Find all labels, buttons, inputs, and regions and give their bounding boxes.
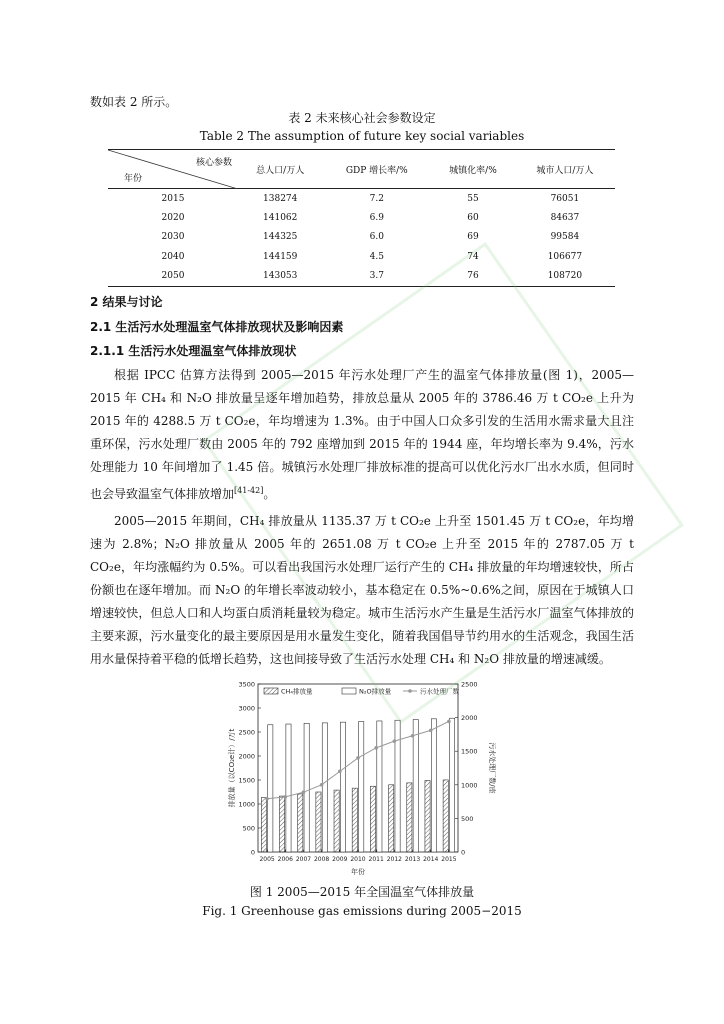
paragraph-1-text: 根据 IPCC 估算方法得到 2005—2015 年污水处理厂产生的温室气体排放量(图 1)，2005—2015 年 CH₄ 和 N₂O 排放量呈逐年增加趋势，排放总量从 2005 年的 3786.46 万 t CO₂e 上升为 2015 年的 4288.5 万 t CO₂e，年均增速为 1.3%。由于中国人口众多引发的生活用水需求量大且注重环保，污水处理厂数由 2005 年的 792 座增加到 2015 年的 1944 座，年均增长率为 9.4%，污水处理能力 10 年间增加了 1.45 倍。城镇污水处理厂排放标准的提高可以优化污水厂出水水质，但同时也会导致温室气体排放增加 <box>90 368 634 501</box>
x-tick-label: 2008 <box>313 856 330 863</box>
table-row <box>108 247 615 267</box>
ch4-bar <box>443 780 448 852</box>
table-row <box>108 189 615 209</box>
y2-axis-label: 污水处理厂数/座 <box>488 742 496 794</box>
table-cell: 144325 <box>263 232 298 243</box>
table-cell: 6.0 <box>369 232 384 243</box>
table-cell: 99584 <box>550 232 580 243</box>
n2o-bar <box>431 719 436 852</box>
table-cell: 74 <box>467 251 479 262</box>
y-axis-label: 排放量（以CO₂e计）/万t <box>228 728 236 808</box>
plants-point <box>320 783 324 787</box>
y-tick-label: 2000 <box>238 752 255 761</box>
x-tick-label: 2010 <box>350 856 366 863</box>
legend-swatch-n2o <box>342 688 356 694</box>
table-cell: 6.9 <box>369 212 384 223</box>
y2-tick-label: 1000 <box>461 781 478 790</box>
y-tick-label: 3000 <box>238 704 255 713</box>
x-tick-label: 2014 <box>423 856 439 863</box>
params-table <box>108 149 615 287</box>
column-header: 总人口/万人 <box>256 165 305 176</box>
table-cell: 2050 <box>161 271 185 281</box>
table-row <box>108 267 615 287</box>
emissions-chart <box>226 676 498 880</box>
table-caption-en: Table 2 The assumption of future key social variables <box>199 129 525 143</box>
n2o-bar <box>359 722 364 852</box>
x-tick-label: 2007 <box>295 856 312 863</box>
table-cell: 144159 <box>263 251 298 262</box>
table-cell: 60 <box>467 212 479 223</box>
table-cell: 7.2 <box>369 193 384 204</box>
table-cell: 141062 <box>263 212 298 223</box>
plants-point <box>411 734 415 738</box>
table-cell: 2020 <box>161 212 185 223</box>
n2o-bar <box>268 725 273 852</box>
table-cell: 108720 <box>547 271 583 281</box>
diagonal-header-cell <box>108 150 238 189</box>
ch4-bar <box>279 796 284 852</box>
citation: [41-42] <box>234 486 264 495</box>
column-header: GDP 增长率/% <box>345 165 408 176</box>
ch4-bar <box>370 786 375 852</box>
x-tick-label: 2011 <box>368 856 384 863</box>
corner-label-params: 核心参数 <box>195 158 232 168</box>
x-tick-label: 2009 <box>332 856 348 863</box>
plants-point <box>265 797 269 801</box>
plants-point <box>283 795 287 799</box>
y-tick-label: 3500 <box>238 680 255 689</box>
corner-label-year: 年份 <box>124 174 143 184</box>
table-cell: 3.7 <box>369 271 384 281</box>
x-tick-label: 2013 <box>404 856 421 863</box>
ch4-bar <box>261 798 266 852</box>
plants-point <box>374 746 378 750</box>
table-row <box>108 208 615 228</box>
table-cell: 55 <box>467 193 479 204</box>
ch4-bar <box>334 790 339 852</box>
table-cell: 2040 <box>161 251 185 262</box>
y-tick-label: 0 <box>250 848 255 857</box>
table-row <box>108 228 615 248</box>
paragraph-1 <box>90 364 634 506</box>
y2-tick-label: 2500 <box>461 680 478 689</box>
paragraph-2: 2005—2015 年期间，CH₄ 排放量从 1135.37 万 t CO₂e 上升至 1501.45 万 t CO₂e，年均增速为 2.8%；N₂O 排放量从 2005 年的 2651.08 万 t CO₂e 上升至 2015 年的 2787.05 万 t CO₂e，年均涨幅约为 0.5%。可以看出我国污水处理厂运行产生的 CH₄ 排放量的年均增速较快，所占份额也在逐年增加。而 N₂O 的年增长率波动较小，基本稳定在 0.5%~0.6%之间，原因在于城镇人口增速较快，但总人口和人均蛋白质消耗量较为稳定。城市生活污水产生量是生活污水厂温室气体排放的主要来源，污水量变化的最主要原因是用水量发生变化，随着我国倡导节约用水的生活观念，我国生活用水量保持着平稳的低增长趋势，这也间接导致了生活污水处理 CH₄ 和 N₂O 排放量的增速减缓。 <box>90 514 634 666</box>
plants-point <box>447 720 451 724</box>
legend-marker-plants <box>408 689 412 693</box>
plants-point <box>429 729 433 733</box>
x-tick-label: 2012 <box>386 856 403 863</box>
figure-caption-cn: 图 1 2005—2015 年全国温室气体排放量 <box>249 885 475 899</box>
table-cell: 76 <box>467 271 479 281</box>
ch4-bar <box>425 780 430 852</box>
subsection-heading: 2.1 生活污水处理温室气体排放现状及影响因素 <box>90 320 344 334</box>
y-tick-label: 500 <box>242 824 255 833</box>
ch4-bar <box>407 783 412 852</box>
n2o-bar <box>322 723 327 852</box>
x-tick-label: 2015 <box>441 856 457 863</box>
subsubsection-heading: 2.1.1 生活污水处理温室气体排放现状 <box>90 344 297 358</box>
n2o-bar <box>413 720 418 852</box>
legend-swatch-ch4 <box>264 688 278 694</box>
y2-tick-label: 0 <box>461 848 466 857</box>
n2o-bar <box>450 718 455 852</box>
paragraph-1-end: 。 <box>263 487 276 501</box>
figure-caption-en: Fig. 1 Greenhouse gas emissions during 2005−2015 <box>202 904 522 918</box>
plants-point <box>393 739 397 743</box>
table-cell: 2030 <box>161 232 185 243</box>
n2o-bar <box>377 721 382 852</box>
plants-line <box>267 721 449 798</box>
y-tick-label: 2500 <box>238 728 255 737</box>
table-cell: 106677 <box>547 251 583 262</box>
table-cell: 4.5 <box>369 251 384 262</box>
y-tick-label: 1500 <box>238 776 255 785</box>
ch4-bar <box>298 794 303 852</box>
x-tick-label: 2005 <box>259 856 275 863</box>
column-header: 城市人口/万人 <box>536 165 594 176</box>
x-axis-label: 年份 <box>351 868 365 876</box>
plants-point <box>302 790 306 794</box>
table-cell: 84637 <box>550 212 580 223</box>
column-header: 城镇化率/% <box>449 165 497 176</box>
plants-point <box>356 756 360 760</box>
n2o-bar <box>286 724 291 852</box>
ch4-bar <box>352 788 357 852</box>
table-cell: 138274 <box>263 193 298 204</box>
ch4-bar <box>389 785 394 852</box>
table-header-row <box>108 150 615 189</box>
lead-text: 数如表 2 所示。 <box>90 95 178 109</box>
n2o-bar <box>340 722 345 852</box>
legend-label-n2o: N₂O排放量 <box>359 687 392 696</box>
table-cell: 143053 <box>263 271 298 281</box>
y2-tick-label: 500 <box>461 814 474 823</box>
plants-point <box>338 770 342 774</box>
table-cell: 2015 <box>161 193 185 204</box>
y2-tick-label: 2000 <box>461 714 478 723</box>
legend-label-ch4: CH₄排放量 <box>281 687 313 696</box>
table-caption-cn: 表 2 未来核心社会参数设定 <box>288 111 436 125</box>
table-cell: 69 <box>467 232 479 243</box>
table-cell: 76051 <box>550 193 580 204</box>
n2o-bar <box>304 723 309 852</box>
legend-label-plants: 污水处理厂数 <box>420 687 459 696</box>
y2-tick-label: 1500 <box>461 747 478 756</box>
y-tick-label: 1000 <box>238 800 255 809</box>
ch4-bar <box>316 792 321 852</box>
x-tick-label: 2006 <box>277 856 293 863</box>
section-heading: 2 结果与讨论 <box>90 295 163 309</box>
